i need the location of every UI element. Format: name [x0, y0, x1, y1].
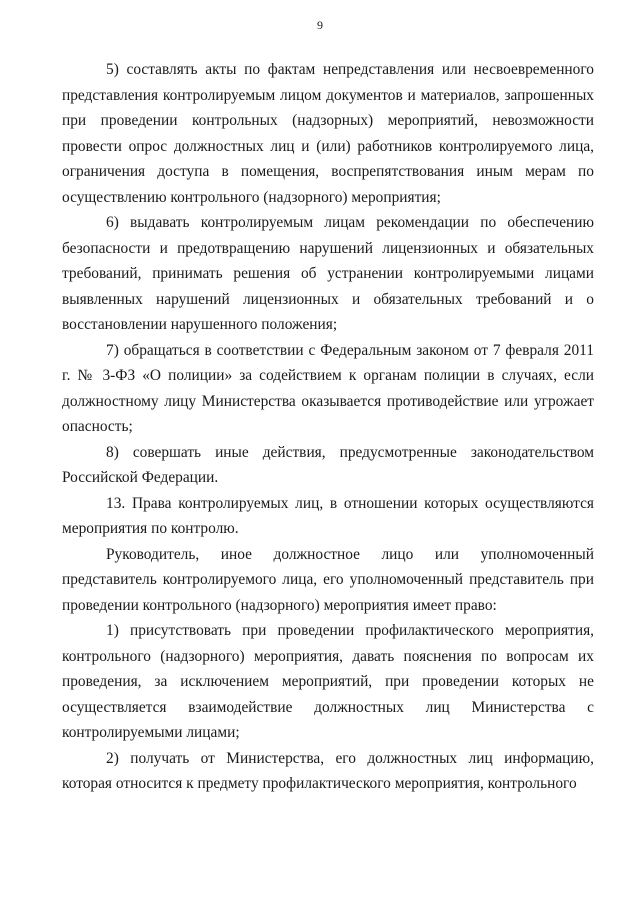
paragraph-right-2: 2) получать от Министерства, его должностных лиц информацию, которая относится к предмету профилактического мероприятия, контрольного: [62, 749, 594, 792]
paragraph-right-1: 1) присутствовать при проведении профилактического мероприятия, контрольного (надзорного) мероприятия, давать пояснения по вопросам их проведения, за исключением мероприятий, при проведении которых не осуществляется взаимодействие должностных лиц Министерства с контролируемыми лицами;: [62, 622, 594, 741]
document-body: [62, 57, 594, 797]
paragraph-item-6: 6) выдавать контролируемым лицам рекомендации по обеспечению безопасности и предотвращению нарушений лицензионных и обязательных требований, принимать решения об устранении контролируемыми лицами выявленных нарушений лицензионных и обязательных требований и о восстановлении нарушенного положения;: [62, 214, 594, 333]
paragraph-item-7: 7) обращаться в соответствии с Федеральным законом от 7 февраля 2011 г. № 3-ФЗ «О полиции» за содействием к органам полиции в случаях, если должностному лицу Министерства оказывается противодействие или угрожает опасность;: [62, 341, 594, 435]
paragraph-item-8: 8) совершать иные действия, предусмотренные законодательством Российской Федерации.: [62, 443, 594, 486]
section-13-heading: 13. Права контролируемых лиц, в отношении которых осуществляются мероприятия по контролю.: [62, 494, 594, 537]
page-number: 9: [317, 18, 323, 32]
paragraph-rights-intro: Руководитель, иное должностное лицо или уполномоченный представитель контролируемого лица, его уполномоченный представитель при проведении контрольного (надзорного) мероприятия имеет право:: [62, 545, 594, 614]
paragraph-item-5: 5) составлять акты по фактам непредставления или несвоевременного представления контролируемым лицом документов и материалов, запрошенных при проведении контрольных (надзорных) мероприятий, невозможности провести опрос должностных лиц и (или) работников контролируемого лица, ограничения доступа в помещения, воспрепятствования иным мерам по осуществлению контрольного (надзорного) мероприятия;: [62, 61, 594, 206]
